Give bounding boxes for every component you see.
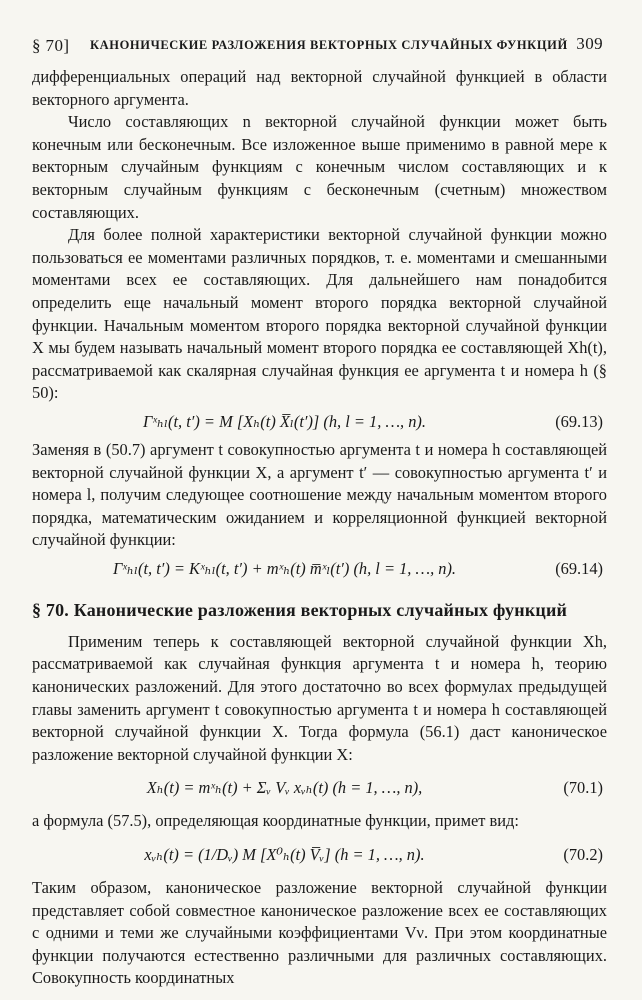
equation-69-14 [32, 552, 607, 586]
equation-number: (69.13) [555, 411, 603, 431]
paragraph-2: Число составляющих n векторной случайной функции может быть конечным или бесконечным. Все изложенное выше применимо в равной мере к векторным случайным функциям с конечным числом составляющих и к векторным случайным функциям с бесконечным (счетным) множеством составляющих. [32, 112, 607, 222]
equation-number: (69.14) [555, 558, 603, 578]
equation-body: Γˣₕₗ(t, t′) = Kˣₕₗ(t, t′) + mˣₕ(t) m̅ˣₗ(t′) (h, l = 1, …, n). [112, 558, 457, 578]
header-section: § 70] [32, 36, 70, 55]
paragraph-5: Применим теперь к составляющей векторной случайной функции Xh, рассматриваемой как случайная функция аргумента t и номера h, теорию канонических разложений. Для этого достаточно во всех формулах предыдущей главы заменить аргумент t совокупностью аргумента t и номера h составляющей векторной случайной функции X. Тогда формула (56.1) даст каноническое разложение векторной случайной функции X: [32, 631, 607, 764]
equation-69-13 [32, 405, 607, 439]
paragraph-1: дифференциальных операций над векторной случайной функцией в области векторного аргумента. [32, 67, 607, 109]
paragraph-3: Для более полной характеристики векторной случайной функции можно пользоваться ее моментами различных порядков, т. е. моментами и смешанными моментами всех ее составляющих. Для дальнейшего нам понадобится определить еще начальный момент второго порядка векторной случайной функции. Начальным моментом второго порядка векторной случайной функции X мы будем называть начальный момент второго порядка ее составляющей Xh(t), рассматриваемой как скалярная случайная функция ее аргумента t и номера h (§ 50): [32, 225, 607, 403]
paragraph-7: Таким образом, каноническое разложение векторной случайной функции представляет собой совместное каноническое разложение всех ее составляющих с одними и теми же случайными коэффициентами Vν. При этом координатные функции получаются естественно различными для различных составляющих. Совокупность координатных [32, 878, 607, 988]
equation-70-1 [32, 766, 607, 810]
header-title: КАНОНИЧЕСКИЕ РАЗЛОЖЕНИЯ ВЕКТОРНЫХ СЛУЧАЙНЫХ ФУНКЦИЙ [90, 38, 568, 52]
equation-number: (70.2) [563, 845, 603, 865]
equation-body: Xₕ(t) = mˣₕ(t) + Σᵥ Vᵥ xᵥₕ(t) (h = 1, …, n), [146, 778, 423, 798]
paragraph-6: а формула (57.5), определяющая координатные функции, примет вид: [32, 811, 519, 831]
section-heading: § 70. Канонические разложения векторных случайных функций [32, 599, 568, 620]
running-header [32, 34, 607, 60]
equation-number: (70.1) [563, 778, 603, 798]
equation-body: Γˣₕₗ(t, t′) = M [Xₕ(t) X̅ₗ(t′)] (h, l = 1, …, n). [143, 411, 426, 431]
paragraph-4: Заменяя в (50.7) аргумент t совокупностью аргумента t и номера h составляющей векторной случайной функции X, а аргумент t′ — совокупностью аргумента t′ и номера l, получим следующее соотношение между начальным моментом второго порядка, математическим ожиданием и корреляционной функцией векторной случайной функции: [32, 439, 607, 550]
book-page [32, 34, 607, 990]
equation-70-2 [32, 833, 607, 877]
page-number: 309 [576, 34, 603, 53]
equation-body: xᵥₕ(t) = (1/Dᵥ) M [X⁰ₕ(t) V̅ᵥ] (h = 1, …, n). [144, 845, 425, 865]
